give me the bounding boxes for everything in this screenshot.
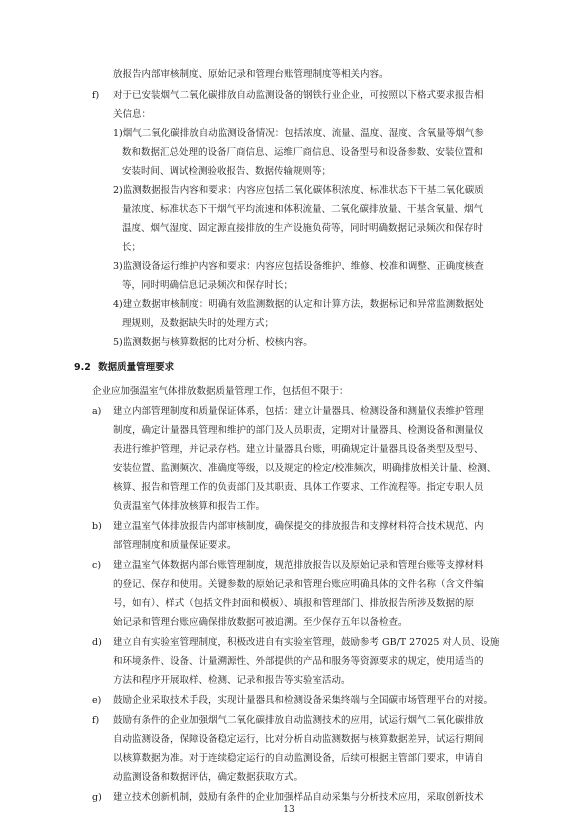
list-item-line: 以核算数据为准。对于连续稳定运行的自动监测设备，后续可根据主管部门要求，申请自 bbox=[113, 753, 484, 764]
subitem-line: 1)烟气二氧化碳排放自动监测设备情况：包括浓度、流量、温度、湿度、含氧量等烟气参 bbox=[113, 128, 484, 139]
list-item-line: 表进行维护管理，并记录存档。建立计量器具台账，明确规定计量器具设备类型及型号、 bbox=[113, 444, 484, 455]
subitem-line: 量浓度、标准状态下干烟气平均流速和体积流量、二氧化碳排放量、干基含氧量、烟气 bbox=[122, 204, 484, 215]
section-title: 数据质量管理要求 bbox=[98, 362, 175, 373]
list-marker: f) bbox=[92, 715, 100, 726]
list-item-line: 和环境条件、设备、计量溯源性、外部提供的产品和服务等资源要求的规定，使用适当的 bbox=[113, 656, 484, 667]
list-item-line: 建立温室气体排放报告内部审核制度，确保提交的排放报告和支撑材料符合技术规范、内 bbox=[113, 521, 484, 532]
list-item-line: 对于已安装烟气二氧化碳排放自动监测设备的钢铁行业企业，可按照以下格式要求报告相 bbox=[113, 90, 484, 101]
list-item-line: 制度，确定计量器具管理和维护的部门及人员职责，定期对计量器具、检测设备和测量仪 bbox=[113, 425, 484, 436]
section-heading bbox=[74, 362, 174, 374]
list-item-line: 部管理制度和质量保证要求。 bbox=[113, 540, 237, 551]
list-item-line: 方法和程序开展取样、检测、记录和报告等实验室活动。 bbox=[113, 675, 351, 686]
subitem-line: 3)监测设备运行维护内容和要求：内容应包括设备维护、维修、校准和调整、正确度核查 bbox=[113, 261, 484, 272]
subitem-line: 4)建立数据审核制度：明确有效监测数据的认定和计算方法，数据标记和异常监测数据处 bbox=[113, 299, 484, 310]
subitem-line: 数和数据汇总处理的设备厂商信息、运维厂商信息、设备型号和设备参数、安装位置和 bbox=[122, 147, 484, 158]
subitem-line: 长； bbox=[122, 242, 142, 253]
list-item-line: 始记录和管理台账应确保排放数据可被追溯。至少保存五年以备检查。 bbox=[113, 617, 408, 628]
list-marker: d) bbox=[92, 637, 102, 648]
list-marker: a) bbox=[92, 406, 102, 417]
list-item-line: 关信息： bbox=[113, 109, 152, 120]
subitem-line: 理规则，及数据缺失时的处理方式； bbox=[122, 318, 275, 329]
subitem-line: 5)监测数据与核算数据的比对分析、校核内容。 bbox=[113, 337, 313, 348]
list-marker: g) bbox=[92, 792, 102, 803]
subitem-line: 2)监测数据报告内容和要求：内容应包括二氧化碳体积浓度、标准状态下干基二氧化碳质 bbox=[113, 185, 484, 196]
section-intro: 企业应加强温室气体排放数据质量管理工作，包括但不限于： bbox=[92, 386, 349, 397]
list-marker: e) bbox=[92, 695, 102, 706]
list-item-line: 鼓励企业采取技术手段，实现计量器具和检测设备采集终端与全国碳市场管理平台的对接。 bbox=[113, 695, 494, 706]
section-number: 9.2 bbox=[74, 362, 91, 373]
list-item-line: 建立技术创新机制，鼓励有条件的企业加强样品自动采集与分析技术应用，采取创新技术 bbox=[113, 792, 484, 803]
list-marker: c) bbox=[92, 560, 102, 571]
list-marker: f) bbox=[92, 90, 100, 101]
list-marker: b) bbox=[92, 521, 102, 532]
subitem-line: 安装时间、调试检测验收报告、数据传输规则等； bbox=[122, 166, 332, 177]
list-item-line: 核算、报告和管理工作的负责部门及其职责、具体工作要求、工作流程等。指定专职人员 bbox=[113, 482, 484, 493]
list-item-line: 负责温室气体排放核算和报告工作。 bbox=[113, 501, 266, 512]
list-item-line: 动监测设备和数据评估，确定数据获取方式。 bbox=[113, 772, 304, 783]
list-item-line: 建立温室气体数据内部台账管理制度，规范排放报告以及原始记录和管理台账等支撑材料 bbox=[113, 560, 484, 571]
list-item-line: 号，如有）、样式（包括文件封面和模板）、填报和管理部门、排放报告所涉及数据的原 bbox=[113, 598, 475, 609]
paragraph-continuation: 放报告内部审核制度、原始记录和管理台账管理制度等相关内容。 bbox=[113, 69, 389, 80]
list-item-line: 的登记、保存和使用。关键参数的原始记录和管理台账应明确具体的文件名称（含文件编 bbox=[113, 579, 484, 590]
list-item-line: 自动监测设备，保障设备稳定运行，比对分析自动监测数据与核算数据差异，试运行期间 bbox=[113, 734, 484, 745]
page-number: 13 bbox=[283, 805, 295, 815]
list-item-line: 建立内部管理制度和质量保证体系，包括：建立计量器具、检测设备和测量仪表维护管理 bbox=[113, 406, 484, 417]
list-item-line: 安装位置、监测频次、准确度等级，以及规定的检定/校准频次，明确排放相关计量、检测、 bbox=[113, 463, 497, 474]
list-item-line: 建立自有实验室管理制度，积极改进自有实验室管理，鼓励参考 GB/T 27025 对人员、设施 bbox=[113, 637, 500, 648]
list-item-line: 鼓励有条件的企业加强烟气二氧化碳排放自动监测技术的应用，试运行烟气二氧化碳排放 bbox=[113, 715, 484, 726]
subitem-line: 等，同时明确信息记录频次和保存时长； bbox=[122, 280, 294, 291]
subitem-line: 温度、烟气湿度、固定源直接排放的生产设施负荷等，同时明确数据记录频次和保存时 bbox=[122, 223, 484, 234]
